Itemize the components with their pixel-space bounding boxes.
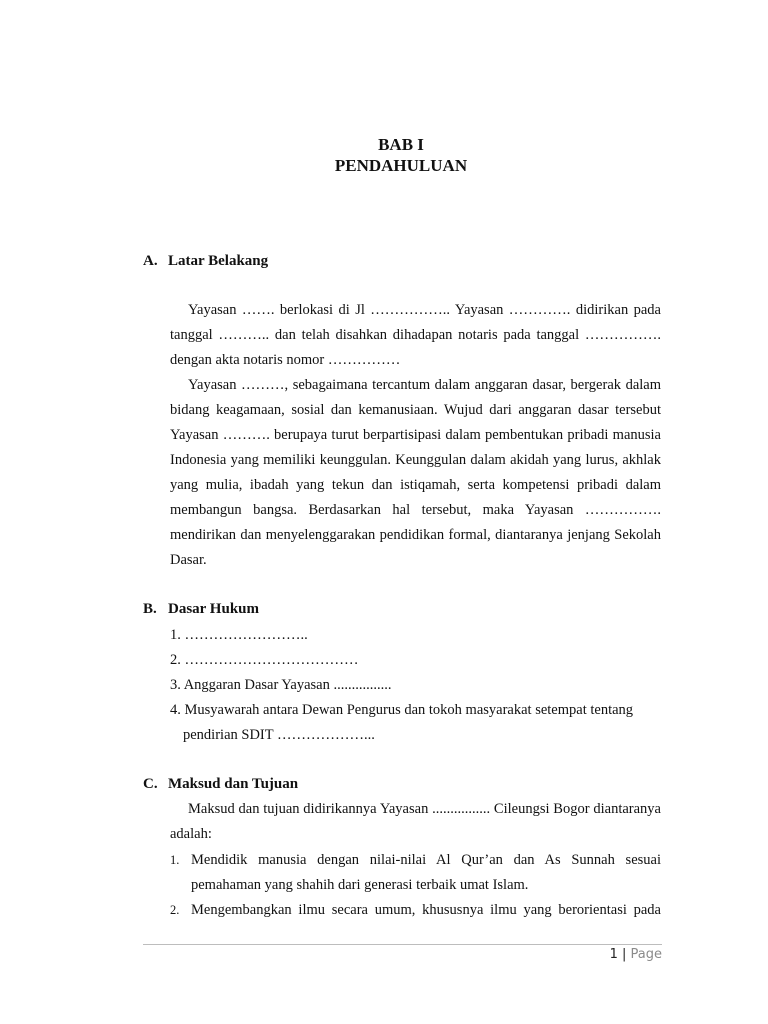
purpose-item-1-text: Mendidik manusia dengan nilai-nilai Al Qur’an dan As Sunnah sesuai pemahaman yang shahih dari generasi terbaik umat Islam. xyxy=(191,852,661,893)
purpose-item-2 xyxy=(170,898,661,923)
page-footer xyxy=(610,947,662,962)
chapter-subtitle: PENDAHULUAN xyxy=(334,156,468,175)
page-number: 1 xyxy=(609,947,618,962)
page-label: Page xyxy=(630,947,662,962)
section-c-letter: C. xyxy=(143,776,158,792)
section-a-paragraph-1: Yayasan ……. berlokasi di Jl …………….. Yayasan …………. didirikan pada tanggal ……….. dan telah disahkan dihadapan notaris pada tanggal ……………. dengan akta notaris nomor …………… xyxy=(170,302,661,368)
legal-basis-item-4: 4. Musyawarah antara Dewan Pengurus dan tokoh masyarakat setempat tentang xyxy=(170,702,634,718)
section-b-heading xyxy=(143,601,259,618)
legal-basis-item-1: 1. …………………….. xyxy=(170,627,308,643)
page-separator: | xyxy=(621,947,627,962)
section-b-title: Dasar Hukum xyxy=(168,601,259,617)
purpose-item-2-number: 2. xyxy=(170,903,180,917)
section-a-title: Latar Belakang xyxy=(168,253,269,269)
legal-basis-item-4-continuation: pendirian SDIT ………………... xyxy=(183,727,375,743)
chapter-title: BAB I xyxy=(378,135,424,154)
purpose-item-1-number: 1. xyxy=(170,853,180,867)
section-c-title: Maksud dan Tujuan xyxy=(168,776,299,792)
purpose-item-2-text: Mengembangkan ilmu secara umum, khususnya ilmu yang berorientasi pada xyxy=(191,902,661,918)
section-b-letter: B. xyxy=(143,601,157,617)
legal-basis-item-3: 3. Anggaran Dasar Yayasan ................ xyxy=(170,677,392,693)
purpose-item-1 xyxy=(170,848,661,898)
footer-divider xyxy=(143,944,662,945)
section-a-letter: A. xyxy=(143,253,158,269)
section-c-intro: Maksud dan tujuan didirikannya Yayasan ................ Cileungsi Bogor diantaranya adalah: xyxy=(170,801,661,842)
section-c-heading xyxy=(143,776,298,793)
section-a-heading xyxy=(143,253,268,270)
section-a-paragraph-2: Yayasan ………, sebagaimana tercantum dalam anggaran dasar, bergerak dalam bidang keagamaan, sosial dan kemanusiaan. Wujud dari anggaran dasar tersebut Yayasan ………. berupaya turut berpartisipasi dalam pembentukan pribadi manusia Indonesia yang memiliki keunggulan. Keunggulan dalam akidah yang lurus, akhlak yang mulia, ibadah yang tekun dan istiqamah, serta kompetensi pribadi dalam membangun bangsa. Berdasarkan hal tersebut, maka Yayasan ……………. mendirikan dan menyelenggarakan pendidikan formal, diantaranya jenjang Sekolah Dasar. xyxy=(170,377,661,568)
legal-basis-item-2: 2. ……………………………… xyxy=(170,652,359,668)
